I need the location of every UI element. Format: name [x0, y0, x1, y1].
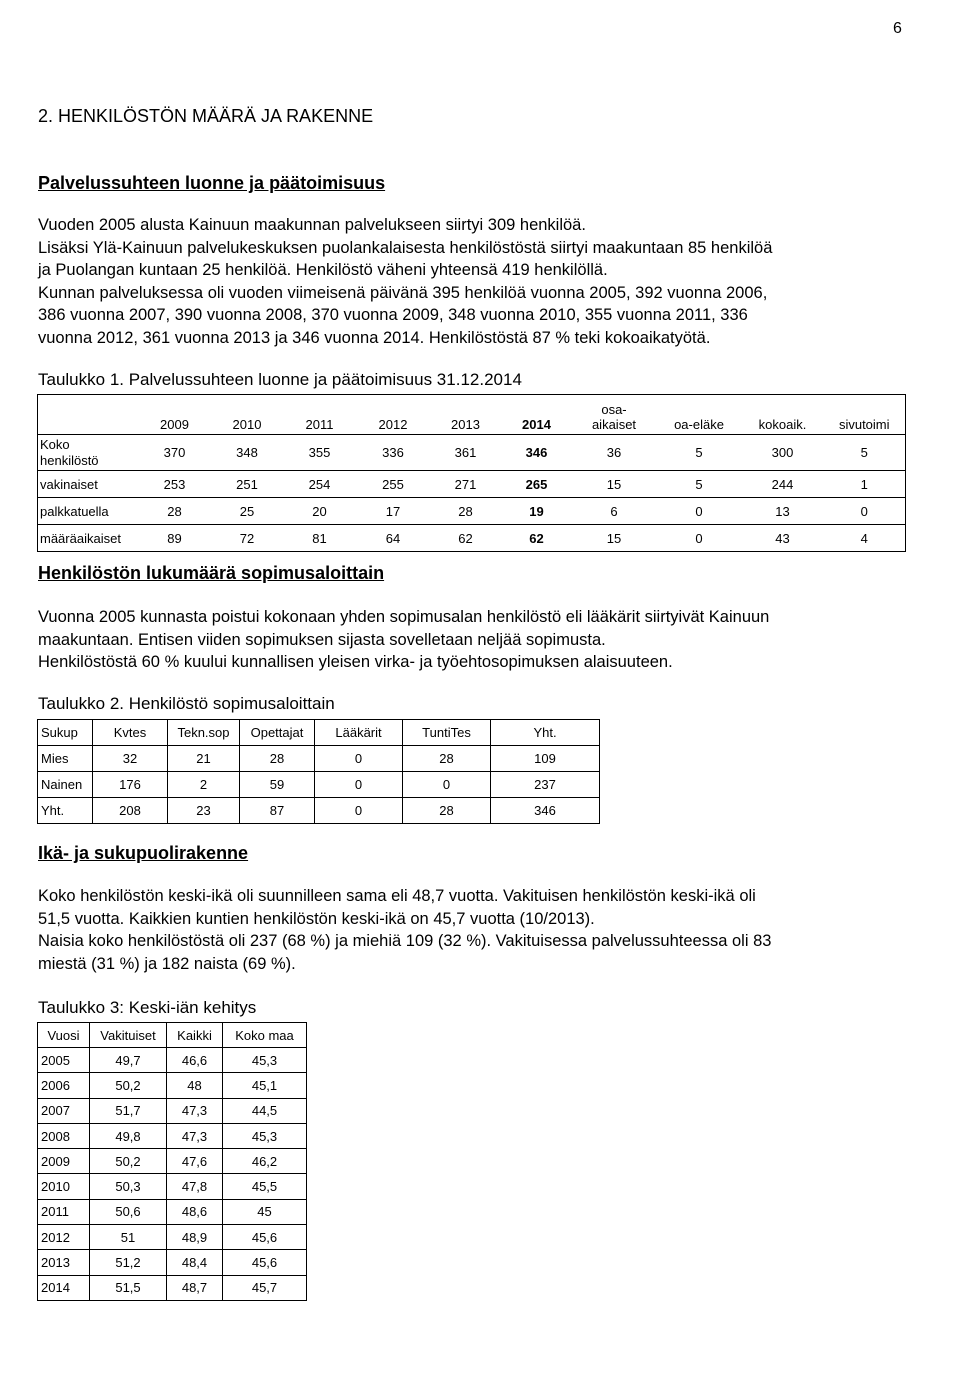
text-line: Lisäksi Ylä-Kainuun palvelukeskuksen puolankalaisesta henkilöstöstä siirtyi maakuntaan 85 henkilöä: [38, 238, 773, 257]
table-row: [38, 1098, 307, 1123]
row-label: Mies: [38, 746, 93, 772]
table-cell: 49,7: [90, 1048, 167, 1073]
table-cell: 5: [824, 435, 906, 471]
table-cell: 254: [283, 471, 357, 498]
table-header-row: [38, 395, 906, 435]
section-agreements-text: [38, 606, 769, 674]
table-cell: 15: [572, 525, 657, 552]
table-cell: 25: [212, 498, 283, 525]
table-cell: 46,6: [167, 1048, 223, 1073]
header-cell: Vakituiset: [90, 1023, 167, 1048]
table-cell: 0: [657, 498, 742, 525]
table-cell: 0: [315, 798, 403, 824]
row-label: Nainen: [38, 772, 93, 798]
table-cell: 50,2: [90, 1073, 167, 1098]
table-cell: 46,2: [223, 1149, 307, 1174]
table-cell: 300: [742, 435, 824, 471]
text-line: 51,5 vuotta. Kaikkien kuntien henkilöstön keski-ikä on 45,7 vuotta (10/2013).: [38, 909, 595, 928]
header-cell: Lääkärit: [315, 720, 403, 746]
table-cell: 0: [315, 772, 403, 798]
header-cell: Kaikki: [167, 1023, 223, 1048]
header-cell: osa- aikaiset: [572, 395, 657, 435]
row-label: vakinaiset: [38, 471, 138, 498]
row-label: 2012: [38, 1225, 90, 1250]
table-cell: 45: [223, 1199, 307, 1224]
table-cell: 28: [430, 498, 502, 525]
table-cell: 208: [93, 798, 168, 824]
table-cell: 13: [742, 498, 824, 525]
table-cell: 19: [502, 498, 572, 525]
section-title-age-gender: Ikä- ja sukupuolirakenne: [38, 843, 249, 863]
table-cell: 109: [491, 746, 600, 772]
table-row: [38, 1073, 307, 1098]
table-row: [38, 1250, 307, 1275]
header-cell: 2014: [502, 395, 572, 435]
table-cell: 255: [357, 471, 430, 498]
table-row: [38, 746, 600, 772]
table-cell: 47,6: [167, 1149, 223, 1174]
table-row: [38, 1174, 307, 1199]
table-cell: 348: [212, 435, 283, 471]
table-cell: 48,6: [167, 1199, 223, 1224]
text-line: Kunnan palveluksessa oli vuoden viimeisenä päivänä 395 henkilöä vuonna 2005, 392 vuonna 2006,: [38, 283, 768, 302]
table-cell: 28: [138, 498, 212, 525]
table-cell: 5: [657, 471, 742, 498]
table-cell: 1: [824, 471, 906, 498]
row-label: 2008: [38, 1123, 90, 1148]
row-label: Koko henkilöstö: [38, 435, 138, 471]
row-label: 2013: [38, 1250, 90, 1275]
table3-caption: Taulukko 3: Keski-iän kehitys: [38, 998, 257, 1017]
table-employment-type: [37, 394, 906, 552]
table-cell: 45,3: [223, 1123, 307, 1148]
table-cell: 50,6: [90, 1199, 167, 1224]
table-cell: 36: [572, 435, 657, 471]
page-number: 6: [893, 20, 902, 37]
text-line: vuonna 2012, 361 vuonna 2013 ja 346 vuonna 2014. Henkilöstöstä 87 % teki kokoaikatyötä.: [38, 328, 711, 347]
header-cell: oa-eläke: [657, 395, 742, 435]
header-cell: Yht.: [491, 720, 600, 746]
table-cell: 0: [403, 772, 491, 798]
table-cell: 49,8: [90, 1123, 167, 1148]
table-row: [38, 1048, 307, 1073]
row-label: 2005: [38, 1048, 90, 1073]
header-cell: Opettajat: [240, 720, 315, 746]
table-row: [38, 1149, 307, 1174]
text-line: Vuoden 2005 alusta Kainuun maakunnan palvelukseen siirtyi 309 henkilöä.: [38, 216, 586, 234]
table-cell: 50,3: [90, 1174, 167, 1199]
table-cell: 47,3: [167, 1123, 223, 1148]
table-cell: 237: [491, 772, 600, 798]
table-cell: 346: [491, 798, 600, 824]
table-row: [38, 471, 906, 498]
row-label: palkkatuella: [38, 498, 138, 525]
table-cell: 47,3: [167, 1098, 223, 1123]
table1-caption: Taulukko 1. Palvelussuhteen luonne ja päätoimisuus 31.12.2014: [38, 370, 522, 389]
table-cell: 87: [240, 798, 315, 824]
table-cell: 32: [93, 746, 168, 772]
row-label: 2007: [38, 1098, 90, 1123]
text-line: miestä (31 %) ja 182 naista (69 %).: [38, 954, 296, 973]
text-line: Koko henkilöstön keski-ikä oli suunnilleen sama eli 48,7 vuotta. Vakituisen henkilöstön keski-ikä oli: [38, 887, 756, 905]
table-cell: 72: [212, 525, 283, 552]
table-row: [38, 798, 600, 824]
table-cell: 45,7: [223, 1275, 307, 1300]
table-cell: 253: [138, 471, 212, 498]
table-cell: 15: [572, 471, 657, 498]
text-line: 386 vuonna 2007, 390 vuonna 2008, 370 vuonna 2009, 348 vuonna 2010, 355 vuonna 2011, 336: [38, 306, 748, 324]
main-heading: 2. HENKILÖSTÖN MÄÄRÄ JA RAKENNE: [38, 106, 374, 126]
table-row: [38, 1275, 307, 1300]
table-cell: 0: [657, 525, 742, 552]
row-label: Yht.: [38, 798, 93, 824]
table-cell: 271: [430, 471, 502, 498]
row-label: 2006: [38, 1073, 90, 1098]
header-cell: Tekn.sop: [168, 720, 240, 746]
table-cell: 0: [824, 498, 906, 525]
table-cell: 51,7: [90, 1098, 167, 1123]
table-cell: 44,5: [223, 1098, 307, 1123]
table-cell: 47,8: [167, 1174, 223, 1199]
table-cell: 51,5: [90, 1275, 167, 1300]
table-cell: 28: [403, 798, 491, 824]
header-cell: Vuosi: [38, 1023, 90, 1048]
section-title-agreements: Henkilöstön lukumäärä sopimusaloittain: [38, 563, 385, 583]
table-cell: 89: [138, 525, 212, 552]
table-agreements: [37, 719, 600, 824]
text-line: Henkilöstöstä 60 % kuului kunnallisen yleisen virka- ja työehtosopimuksen alaisuuteen.: [38, 653, 673, 671]
table-cell: 48: [167, 1073, 223, 1098]
table-cell: 43: [742, 525, 824, 552]
table-cell: 361: [430, 435, 502, 471]
table-cell: 2: [168, 772, 240, 798]
table-cell: 28: [240, 746, 315, 772]
header-cell: sivutoimi: [824, 395, 906, 435]
text-line: Naisia koko henkilöstöstä oli 237 (68 %) ja miehiä 109 (32 %). Vakituisessa palvelussuhteessa oli 83: [38, 932, 772, 950]
header-cell: 2011: [283, 395, 357, 435]
table-cell: 45,1: [223, 1073, 307, 1098]
text-line: Vuonna 2005 kunnasta poistui kokonaan yhden sopimusalan henkilöstö eli lääkärit siirtyivät Kainuun: [38, 608, 770, 626]
table-row: [38, 1225, 307, 1250]
table-cell: 0: [315, 746, 403, 772]
table-cell: 64: [357, 525, 430, 552]
table-cell: 244: [742, 471, 824, 498]
table-cell: 81: [283, 525, 357, 552]
table-cell: 20: [283, 498, 357, 525]
table-cell: 51,2: [90, 1250, 167, 1275]
table-cell: 45,6: [223, 1250, 307, 1275]
table-cell: 50,2: [90, 1149, 167, 1174]
header-cell: kokoaik.: [742, 395, 824, 435]
table-cell: 45,3: [223, 1048, 307, 1073]
table-average-age: [37, 1022, 307, 1301]
table-cell: 45,5: [223, 1174, 307, 1199]
table-cell: 28: [403, 746, 491, 772]
table-cell: 62: [502, 525, 572, 552]
table-header-row: [38, 1023, 307, 1048]
table-cell: 48,7: [167, 1275, 223, 1300]
table-cell: 51: [90, 1225, 167, 1250]
header-cell: 2009: [138, 395, 212, 435]
header-cell: 2012: [357, 395, 430, 435]
header-cell: Sukup: [38, 720, 93, 746]
text-line: maakuntaan. Entisen viiden sopimuksen sijasta sovelletaan neljää sopimusta.: [38, 630, 606, 649]
row-label: 2010: [38, 1174, 90, 1199]
section-age-gender-text: [38, 885, 771, 975]
table-cell: 45,6: [223, 1225, 307, 1250]
table-row: [38, 772, 600, 798]
section-title-employment: Palvelussuhteen luonne ja päätoimisuus: [38, 173, 386, 193]
table-cell: 59: [240, 772, 315, 798]
header-cell: Koko maa: [223, 1023, 307, 1048]
table-cell: 48,9: [167, 1225, 223, 1250]
header-cell: 2013: [430, 395, 502, 435]
table-cell: 4: [824, 525, 906, 552]
table-header-row: [38, 720, 600, 746]
table-cell: 370: [138, 435, 212, 471]
table-row: [38, 435, 906, 471]
table-cell: 48,4: [167, 1250, 223, 1275]
table-cell: 346: [502, 435, 572, 471]
table-cell: 336: [357, 435, 430, 471]
table-row: [38, 1123, 307, 1148]
header-cell: 2010: [212, 395, 283, 435]
table-cell: 265: [502, 471, 572, 498]
row-label: 2009: [38, 1149, 90, 1174]
table-cell: 23: [168, 798, 240, 824]
table-cell: 251: [212, 471, 283, 498]
header-cell: [38, 395, 138, 435]
row-label: 2014: [38, 1275, 90, 1300]
table-cell: 355: [283, 435, 357, 471]
table-cell: 5: [657, 435, 742, 471]
table-row: [38, 525, 906, 552]
header-cell: TuntiTes: [403, 720, 491, 746]
table-row: [38, 498, 906, 525]
table-row: [38, 1199, 307, 1224]
table-cell: 17: [357, 498, 430, 525]
row-label: 2011: [38, 1199, 90, 1224]
table-cell: 62: [430, 525, 502, 552]
section-employment-text: [38, 214, 772, 349]
row-label: määräaikaiset: [38, 525, 138, 552]
table-cell: 6: [572, 498, 657, 525]
text-line: ja Puolangan kuntaan 25 henkilöä. Henkilöstö väheni yhteensä 419 henkilöllä.: [38, 261, 608, 279]
table2-caption: Taulukko 2. Henkilöstö sopimusaloittain: [38, 694, 335, 713]
table-cell: 21: [168, 746, 240, 772]
header-cell: Kvtes: [93, 720, 168, 746]
table-cell: 176: [93, 772, 168, 798]
